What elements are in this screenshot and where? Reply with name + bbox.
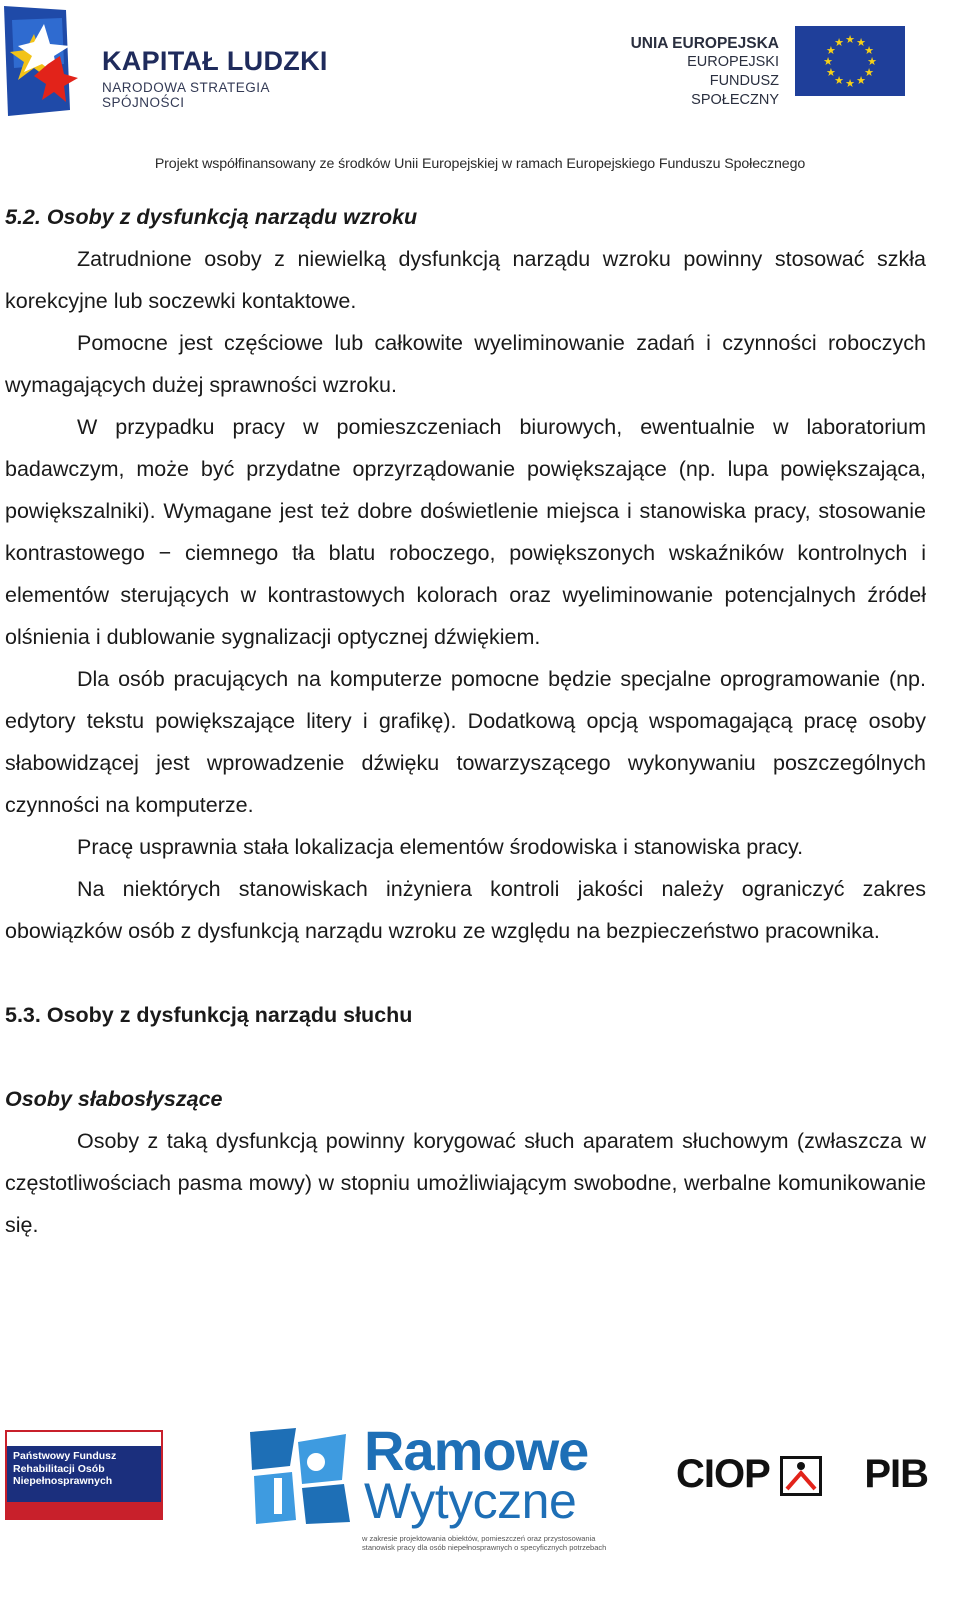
document-body bbox=[5, 196, 926, 1246]
eu-stars-icon bbox=[795, 26, 905, 96]
ramowe-wytyczne-logo bbox=[246, 1419, 607, 1570]
eu-star-icon: ★ bbox=[856, 36, 866, 49]
eu-logo bbox=[630, 26, 905, 108]
eu-line1: UNIA EUROPEJSKA bbox=[630, 35, 779, 52]
spacer bbox=[5, 952, 926, 994]
eu-text bbox=[630, 34, 779, 110]
wytyczne-title: Wytyczne bbox=[364, 1473, 577, 1529]
ramowe-small-text: w zakresie projektowania obiektów, pomieszczeń oraz przystosowania stanowisk pracy dla osób niepełnosprawnych o specyficznych potrzebach bbox=[362, 1534, 607, 1552]
paragraph: Osoby z taką dysfunkcją powinny korygować słuch aparatem słuchowym (zwłaszcza w częstotliwościach pasma mowy) w stopniu umożliwiającym swobodne, werbalne komunikowanie się. bbox=[5, 1129, 926, 1237]
kapital-ludzki-logo bbox=[4, 6, 344, 116]
section-heading-5-2: 5.2. Osoby z dysfunkcją narządu wzroku bbox=[5, 205, 418, 229]
pfron-logo bbox=[5, 1430, 163, 1520]
kapital-ludzki-subtitle: NARODOWA STRATEGIA SPÓJNOŚCI bbox=[102, 80, 270, 110]
eu-star-icon: ★ bbox=[823, 56, 833, 68]
page-header bbox=[0, 0, 960, 190]
eu-star-icon: ★ bbox=[864, 45, 875, 57]
spacer bbox=[5, 1036, 926, 1078]
ramowe-title: Ramowe bbox=[364, 1419, 589, 1482]
paragraph: Na niektórych stanowiskach inżyniera kontroli jakości należy ograniczyć zakres obowiązków osób z dysfunkcją narządu wzroku ze względu na bezpieczeństwo pracownika. bbox=[5, 877, 926, 943]
eu-star-icon: ★ bbox=[834, 75, 844, 88]
section-heading-5-3: 5.3. Osoby z dysfunkcją narządu słuchu bbox=[5, 1003, 413, 1027]
paragraph: Dla osób pracujących na komputerze pomocne będzie specjalne oprogramowanie (np. edytory tekstu powiększające litery i grafikę). Dodatkową opcją wspomagającą pracę osoby słabowidzącej jest wprowadzenie dźwięku towarzyszącego wykonywaniu poszczególnych czynności na komputerze. bbox=[5, 667, 926, 817]
pfron-line3: Niepełnosprawnych bbox=[13, 1475, 113, 1487]
eu-flag-icon bbox=[795, 26, 905, 96]
ciop-pib-logo bbox=[676, 1452, 928, 1502]
eu-star-icon: ★ bbox=[856, 75, 866, 88]
paragraph: Pomocne jest częściowe lub całkowite wyeliminowanie zadań i czynności roboczych wymagających dużej sprawności wzroku. bbox=[5, 331, 926, 397]
ciop-text: CIOP bbox=[676, 1452, 770, 1496]
paragraph: W przypadku pracy w pomieszczeniach biurowych, ewentualnie w laboratorium badawczym, może być przydatne oprzyrządowanie powiększające (np. lupa powiększająca, powiększalniki). Wymagane jest też dobre doświetlenie miejsca i stanowiska pracy, stosowanie kontrastowego − ciemnego tła blatu roboczego, powiększonych wskaźników kontrolnych i elementów sterujących w kontrastowych kolorach oraz wyeliminowanie potencjalnych źródeł olśnienia i dublowanie sygnalizacji optycznej dźwiękiem. bbox=[5, 415, 926, 649]
eu-line3: FUNDUSZ SPOŁECZNY bbox=[691, 73, 779, 108]
eu-line2: EUROPEJSKI bbox=[687, 54, 779, 70]
cofinancing-note: Projekt współfinansowany ze środków Unii Europejskiej w ramach Europejskiego Funduszu Społecznego bbox=[154, 156, 806, 172]
eu-star-icon: ★ bbox=[825, 67, 836, 79]
paragraph: Zatrudnione osoby z niewielką dysfunkcją narządu wzroku powinny stosować szkła korekcyjne lub soczewki kontaktowe. bbox=[5, 247, 926, 313]
eu-star-icon: ★ bbox=[864, 67, 875, 79]
paragraph: Pracę usprawnia stała lokalizacja elementów środowiska i stanowiska pracy. bbox=[77, 835, 804, 859]
kapital-ludzki-title: KAPITAŁ LUDZKI bbox=[102, 46, 328, 76]
pfron-text bbox=[13, 1450, 116, 1488]
eu-star-icon: ★ bbox=[834, 36, 844, 49]
ramowe-wytyczne-mark-icon bbox=[246, 1426, 356, 1526]
pib-text: PIB bbox=[864, 1452, 928, 1496]
eu-star-icon: ★ bbox=[867, 56, 877, 68]
eu-star-icon: ★ bbox=[845, 78, 855, 90]
eu-star-icon: ★ bbox=[825, 45, 836, 57]
pfron-line2: Rehabilitacji Osób bbox=[13, 1462, 105, 1475]
pfron-line1: Państwowy Fundusz bbox=[13, 1450, 117, 1462]
eu-star-icon: ★ bbox=[845, 34, 855, 46]
subheading: Osoby słabosłyszące bbox=[5, 1087, 223, 1111]
kapital-ludzki-star-icon bbox=[4, 6, 84, 116]
ciop-person-icon bbox=[780, 1456, 822, 1496]
